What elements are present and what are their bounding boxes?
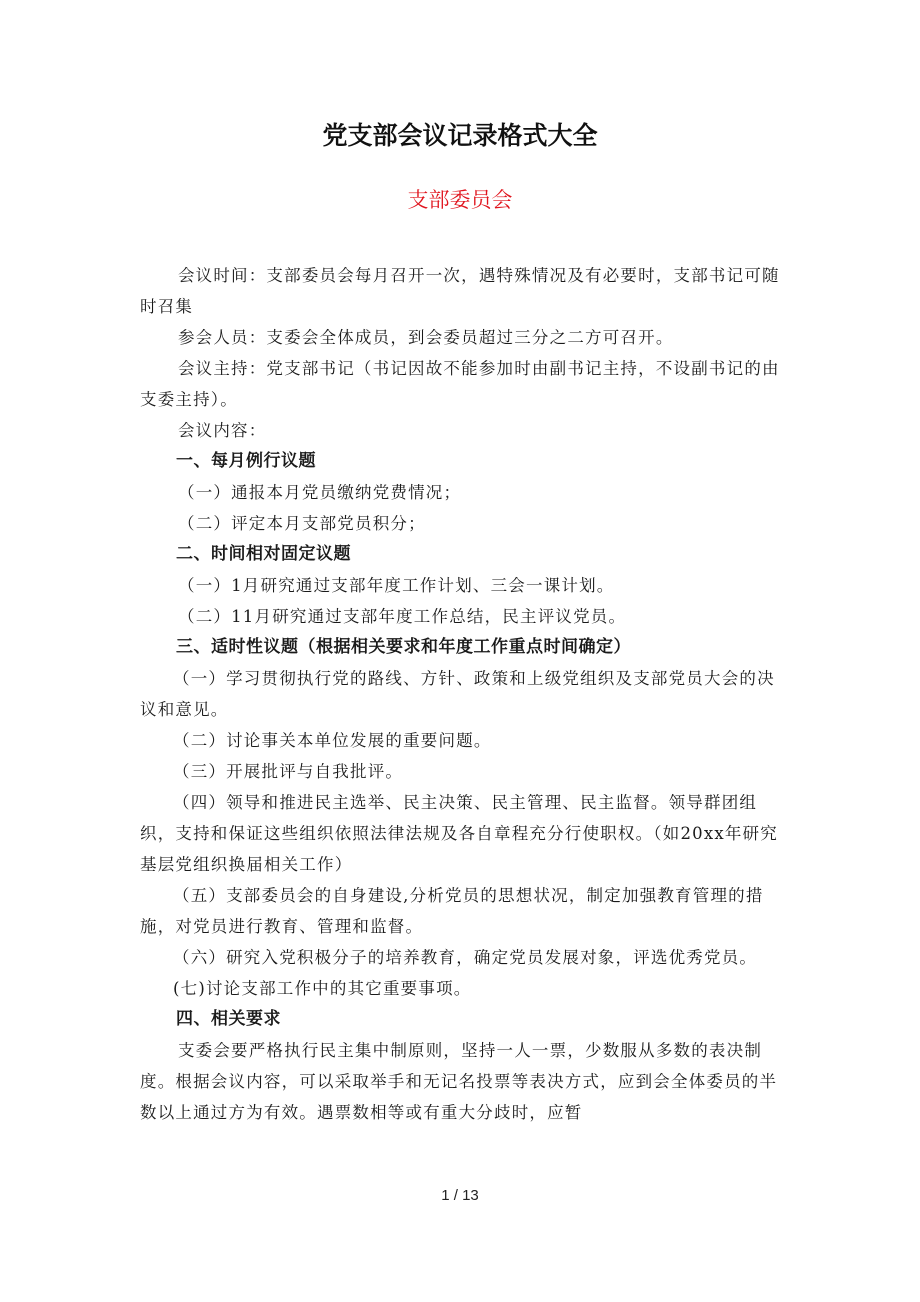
list-item: (七)讨论支部工作中的其它重要事项。 — [173, 979, 472, 998]
list-item: （四）领导和推进民主选举、民主决策、民主管理、民主监督。领导群团组织，支持和保证这些组织依照法律法规及各自章程充分行使职权。（如20xx年研究基层党组织换届相关工作） — [140, 793, 778, 874]
list-item: （六）研究入党积极分子的培养教育，确定党员发展对象，评选优秀党员。 — [173, 948, 758, 967]
list-item: （二）讨论事关本单位发展的重要问题。 — [173, 731, 492, 750]
heading-routine-topics: 一、每月例行议题 — [176, 451, 316, 471]
list-item: （一）通报本月党员缴纳党费情况； — [178, 483, 462, 502]
section-title: 支部委员会 — [407, 188, 513, 212]
heading-fixed-topics: 二、时间相对固定议题 — [176, 544, 351, 564]
heading-requirements: 四、相关要求 — [176, 1009, 281, 1029]
meeting-time-paragraph: 会议时间：支部委员会每月召开一次，遇特殊情况及有必要时，支部书记可随时召集 — [140, 266, 780, 316]
page-title: 党支部会议记录格式大全 — [322, 121, 598, 150]
host-paragraph: 会议主持：党支部书记（书记因故不能参加时由副书记主持，不设副书记的由支委主持）。 — [140, 359, 780, 409]
requirements-paragraph: 支委会要严格执行民主集中制原则，坚持一人一票，少数服从多数的表决制度。根据会议内容，可以采取举手和无记名投票等表决方式，应到会全体委员的半数以上通过方为有效。遇票数相等或有重大分歧时，应暂 — [140, 1041, 778, 1122]
list-item: （二）评定本月支部党员积分； — [178, 514, 426, 533]
content-label: 会议内容： — [177, 421, 267, 440]
document-body — [140, 260, 782, 1128]
list-item: （三）开展批评与自我批评。 — [173, 762, 404, 781]
page-number: 1 / 13 — [441, 1187, 479, 1204]
list-item: （一）学习贯彻执行党的路线、方针、政策和上级党组织及支部党员大会的决议和意见。 — [140, 669, 775, 719]
list-item: （一）1月研究通过支部年度工作计划、三会一课计划。 — [178, 576, 615, 595]
heading-timely-topics: 三、适时性议题（根据相关要求和年度工作重点时间确定） — [176, 637, 631, 657]
attendees-paragraph: 参会人员：支委会全体成员，到会委员超过三分之二方可召开。 — [177, 328, 674, 347]
list-item: （五）支部委员会的自身建设,分析党员的思想状况，制定加强教育管理的措施，对党员进行教育、管理和监督。 — [140, 886, 764, 936]
list-item: （二）11月研究通过支部年度工作总结，民主评议党员。 — [178, 607, 627, 626]
